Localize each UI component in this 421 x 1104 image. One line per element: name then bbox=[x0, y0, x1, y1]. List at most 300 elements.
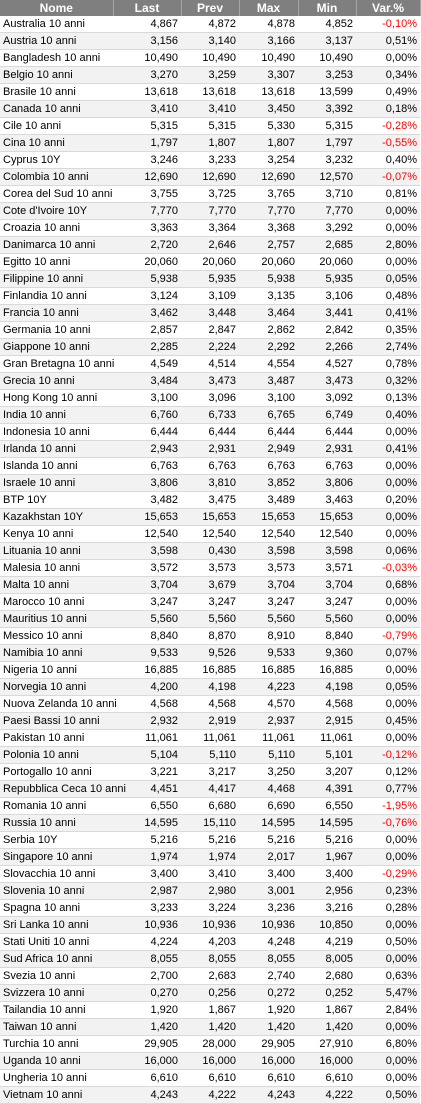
cell-name: Romania 10 anni bbox=[0, 798, 113, 815]
cell-min: 10,850 bbox=[298, 917, 356, 934]
cell-min: 3,247 bbox=[298, 594, 356, 611]
cell-prev: 0,256 bbox=[181, 985, 239, 1002]
cell-name: Danimarca 10 anni bbox=[0, 237, 113, 254]
table-row[interactable] bbox=[0, 322, 420, 339]
cell-max: 3,166 bbox=[239, 33, 298, 50]
cell-prev: 3,224 bbox=[181, 900, 239, 917]
cell-name: Kenya 10 anni bbox=[0, 526, 113, 543]
cell-last: 6,550 bbox=[113, 798, 181, 815]
table-row[interactable] bbox=[0, 237, 420, 254]
cell-name: Nuova Zelanda 10 anni bbox=[0, 696, 113, 713]
cell-var: 0,18% bbox=[356, 101, 420, 118]
table-row[interactable] bbox=[0, 832, 420, 849]
cell-max: 2,292 bbox=[239, 339, 298, 356]
cell-last: 16,000 bbox=[113, 1053, 181, 1070]
cell-last: 3,806 bbox=[113, 475, 181, 492]
cell-max: 8,055 bbox=[239, 951, 298, 968]
cell-prev: 3,448 bbox=[181, 305, 239, 322]
cell-prev: 3,096 bbox=[181, 390, 239, 407]
table-row[interactable] bbox=[0, 509, 420, 526]
cell-last: 2,987 bbox=[113, 883, 181, 900]
table-row[interactable] bbox=[0, 628, 420, 645]
cell-max: 4,468 bbox=[239, 781, 298, 798]
cell-last: 2,720 bbox=[113, 237, 181, 254]
cell-max: 11,061 bbox=[239, 730, 298, 747]
cell-last: 3,124 bbox=[113, 288, 181, 305]
cell-var: 0,00% bbox=[356, 662, 420, 679]
cell-var: 0,00% bbox=[356, 696, 420, 713]
table-row[interactable] bbox=[0, 152, 420, 169]
cell-last: 3,233 bbox=[113, 900, 181, 917]
table-row[interactable] bbox=[0, 781, 420, 798]
table-row[interactable] bbox=[0, 679, 420, 696]
cell-name: Bangladesh 10 anni bbox=[0, 50, 113, 67]
cell-prev: 6,733 bbox=[181, 407, 239, 424]
table-row[interactable] bbox=[0, 458, 420, 475]
cell-name: Cote d'Ivoire 10Y bbox=[0, 203, 113, 220]
cell-prev: 3,679 bbox=[181, 577, 239, 594]
cell-min: 3,400 bbox=[298, 866, 356, 883]
cell-last: 4,568 bbox=[113, 696, 181, 713]
cell-max: 4,570 bbox=[239, 696, 298, 713]
cell-var: 0,00% bbox=[356, 509, 420, 526]
cell-var: -0,07% bbox=[356, 169, 420, 186]
table-row[interactable] bbox=[0, 985, 420, 1002]
cell-last: 2,857 bbox=[113, 322, 181, 339]
cell-min: 0,252 bbox=[298, 985, 356, 1002]
cell-max: 2,757 bbox=[239, 237, 298, 254]
cell-var: 0,32% bbox=[356, 373, 420, 390]
cell-min: 4,219 bbox=[298, 934, 356, 951]
cell-min: 3,137 bbox=[298, 33, 356, 50]
cell-last: 10,490 bbox=[113, 50, 181, 67]
table-row[interactable] bbox=[0, 288, 420, 305]
table-row[interactable] bbox=[0, 798, 420, 815]
cell-prev: 4,198 bbox=[181, 679, 239, 696]
cell-max: 5,330 bbox=[239, 118, 298, 135]
cell-var: 0,12% bbox=[356, 764, 420, 781]
cell-max: 3,489 bbox=[239, 492, 298, 509]
cell-min: 3,704 bbox=[298, 577, 356, 594]
table-row[interactable] bbox=[0, 1036, 420, 1053]
cell-var: -0,12% bbox=[356, 747, 420, 764]
table-row[interactable] bbox=[0, 118, 420, 135]
cell-var: 0,00% bbox=[356, 832, 420, 849]
table-row[interactable] bbox=[0, 101, 420, 118]
cell-var: -0,79% bbox=[356, 628, 420, 645]
cell-var: 0,00% bbox=[356, 458, 420, 475]
table-row[interactable] bbox=[0, 577, 420, 594]
cell-min: 6,444 bbox=[298, 424, 356, 441]
cell-prev: 3,364 bbox=[181, 220, 239, 237]
table-row[interactable] bbox=[0, 543, 420, 560]
cell-var: 0,23% bbox=[356, 883, 420, 900]
cell-var: 0,00% bbox=[356, 611, 420, 628]
cell-prev: 3,247 bbox=[181, 594, 239, 611]
cell-name: Malesia 10 anni bbox=[0, 560, 113, 577]
cell-max: 16,885 bbox=[239, 662, 298, 679]
cell-last: 4,867 bbox=[113, 16, 181, 33]
cell-prev: 3,233 bbox=[181, 152, 239, 169]
cell-prev: 4,203 bbox=[181, 934, 239, 951]
table-row[interactable] bbox=[0, 220, 420, 237]
cell-prev: 4,222 bbox=[181, 1087, 239, 1104]
table-row[interactable] bbox=[0, 169, 420, 186]
cell-min: 2,956 bbox=[298, 883, 356, 900]
cell-var: -0,28% bbox=[356, 118, 420, 135]
table-row[interactable] bbox=[0, 1087, 420, 1104]
cell-max: 6,763 bbox=[239, 458, 298, 475]
cell-prev: 16,885 bbox=[181, 662, 239, 679]
column-header-last[interactable]: Last bbox=[113, 0, 181, 16]
cell-var: -0,10% bbox=[356, 16, 420, 33]
cell-var: 0,00% bbox=[356, 220, 420, 237]
cell-min: 12,570 bbox=[298, 169, 356, 186]
cell-max: 3,100 bbox=[239, 390, 298, 407]
cell-min: 2,915 bbox=[298, 713, 356, 730]
cell-prev: 2,980 bbox=[181, 883, 239, 900]
cell-min: 6,749 bbox=[298, 407, 356, 424]
column-header-max[interactable]: Max bbox=[239, 0, 298, 16]
table-row[interactable] bbox=[0, 390, 420, 407]
cell-last: 3,410 bbox=[113, 101, 181, 118]
cell-max: 6,444 bbox=[239, 424, 298, 441]
table-row[interactable] bbox=[0, 1070, 420, 1087]
cell-last: 1,797 bbox=[113, 135, 181, 152]
cell-name: Austria 10 anni bbox=[0, 33, 113, 50]
cell-var: 0,00% bbox=[356, 203, 420, 220]
cell-name: Portogallo 10 anni bbox=[0, 764, 113, 781]
cell-max: 20,060 bbox=[239, 254, 298, 271]
cell-last: 4,451 bbox=[113, 781, 181, 798]
cell-prev: 1,807 bbox=[181, 135, 239, 152]
cell-min: 8,840 bbox=[298, 628, 356, 645]
table-row[interactable] bbox=[0, 67, 420, 84]
cell-last: 9,533 bbox=[113, 645, 181, 662]
cell-last: 3,270 bbox=[113, 67, 181, 84]
cell-max: 6,765 bbox=[239, 407, 298, 424]
cell-min: 5,101 bbox=[298, 747, 356, 764]
table-row[interactable] bbox=[0, 594, 420, 611]
cell-prev: 2,646 bbox=[181, 237, 239, 254]
cell-max: 3,487 bbox=[239, 373, 298, 390]
cell-var: -0,76% bbox=[356, 815, 420, 832]
cell-max: 5,110 bbox=[239, 747, 298, 764]
table-row[interactable] bbox=[0, 271, 420, 288]
table-row[interactable] bbox=[0, 917, 420, 934]
cell-last: 6,610 bbox=[113, 1070, 181, 1087]
table-row[interactable] bbox=[0, 713, 420, 730]
cell-min: 2,685 bbox=[298, 237, 356, 254]
cell-var: 0,48% bbox=[356, 288, 420, 305]
cell-name: Sud Africa 10 anni bbox=[0, 951, 113, 968]
cell-name: Singapore 10 anni bbox=[0, 849, 113, 866]
cell-last: 3,572 bbox=[113, 560, 181, 577]
table-row[interactable] bbox=[0, 883, 420, 900]
cell-last: 3,246 bbox=[113, 152, 181, 169]
cell-max: 5,560 bbox=[239, 611, 298, 628]
cell-last: 12,690 bbox=[113, 169, 181, 186]
table-row[interactable] bbox=[0, 33, 420, 50]
cell-min: 9,360 bbox=[298, 645, 356, 662]
cell-var: 0,07% bbox=[356, 645, 420, 662]
table-row[interactable] bbox=[0, 424, 420, 441]
column-header-nome[interactable]: Nome bbox=[0, 0, 113, 16]
table-row[interactable] bbox=[0, 1053, 420, 1070]
cell-prev: 4,568 bbox=[181, 696, 239, 713]
cell-var: 0,20% bbox=[356, 492, 420, 509]
cell-min: 16,000 bbox=[298, 1053, 356, 1070]
cell-prev: 1,420 bbox=[181, 1019, 239, 1036]
cell-name: Filippine 10 anni bbox=[0, 271, 113, 288]
table-row[interactable] bbox=[0, 849, 420, 866]
cell-min: 3,598 bbox=[298, 543, 356, 560]
cell-last: 3,484 bbox=[113, 373, 181, 390]
cell-last: 11,061 bbox=[113, 730, 181, 747]
cell-name: Croazia 10 anni bbox=[0, 220, 113, 237]
table-row[interactable] bbox=[0, 16, 420, 33]
cell-name: Gran Bretagna 10 anni bbox=[0, 356, 113, 373]
table-row[interactable] bbox=[0, 50, 420, 67]
cell-var: 2,80% bbox=[356, 237, 420, 254]
cell-min: 3,253 bbox=[298, 67, 356, 84]
cell-name: Messico 10 anni bbox=[0, 628, 113, 645]
cell-max: 3,573 bbox=[239, 560, 298, 577]
cell-name: Kazakhstan 10Y bbox=[0, 509, 113, 526]
cell-min: 1,967 bbox=[298, 849, 356, 866]
cell-var: -1,95% bbox=[356, 798, 420, 815]
cell-min: 11,061 bbox=[298, 730, 356, 747]
table-row[interactable] bbox=[0, 560, 420, 577]
cell-min: 3,216 bbox=[298, 900, 356, 917]
cell-name: Giappone 10 anni bbox=[0, 339, 113, 356]
table-row[interactable] bbox=[0, 305, 420, 322]
cell-name: Belgio 10 anni bbox=[0, 67, 113, 84]
table-row[interactable] bbox=[0, 475, 420, 492]
cell-prev: 3,473 bbox=[181, 373, 239, 390]
cell-var: 0,40% bbox=[356, 407, 420, 424]
cell-max: 2,862 bbox=[239, 322, 298, 339]
cell-prev: 3,410 bbox=[181, 866, 239, 883]
cell-last: 3,598 bbox=[113, 543, 181, 560]
cell-name: Brasile 10 anni bbox=[0, 84, 113, 101]
cell-var: 0,63% bbox=[356, 968, 420, 985]
cell-min: 8,005 bbox=[298, 951, 356, 968]
cell-max: 9,533 bbox=[239, 645, 298, 662]
table-row[interactable] bbox=[0, 730, 420, 747]
cell-max: 6,690 bbox=[239, 798, 298, 815]
cell-prev: 13,618 bbox=[181, 84, 239, 101]
cell-var: 0,81% bbox=[356, 186, 420, 203]
cell-max: 10,490 bbox=[239, 50, 298, 67]
cell-max: 2,949 bbox=[239, 441, 298, 458]
cell-min: 3,710 bbox=[298, 186, 356, 203]
cell-name: Mauritius 10 anni bbox=[0, 611, 113, 628]
cell-prev: 2,919 bbox=[181, 713, 239, 730]
cell-name: Slovenia 10 anni bbox=[0, 883, 113, 900]
cell-var: 0,78% bbox=[356, 356, 420, 373]
cell-var: 0,06% bbox=[356, 543, 420, 560]
cell-min: 5,216 bbox=[298, 832, 356, 849]
cell-var: 0,34% bbox=[356, 67, 420, 84]
cell-last: 6,763 bbox=[113, 458, 181, 475]
cell-name: Grecia 10 anni bbox=[0, 373, 113, 390]
cell-var: 0,05% bbox=[356, 679, 420, 696]
cell-prev: 3,573 bbox=[181, 560, 239, 577]
cell-name: Vietnam 10 anni bbox=[0, 1087, 113, 1104]
cell-min: 3,207 bbox=[298, 764, 356, 781]
table-row[interactable] bbox=[0, 815, 420, 832]
cell-max: 3,598 bbox=[239, 543, 298, 560]
column-header-prev[interactable]: Prev bbox=[181, 0, 239, 16]
cell-last: 4,200 bbox=[113, 679, 181, 696]
cell-last: 6,760 bbox=[113, 407, 181, 424]
cell-max: 4,554 bbox=[239, 356, 298, 373]
cell-min: 14,595 bbox=[298, 815, 356, 832]
cell-name: Israele 10 anni bbox=[0, 475, 113, 492]
cell-min: 4,527 bbox=[298, 356, 356, 373]
cell-max: 1,807 bbox=[239, 135, 298, 152]
table-row[interactable] bbox=[0, 84, 420, 101]
table-row[interactable] bbox=[0, 186, 420, 203]
cell-last: 2,285 bbox=[113, 339, 181, 356]
column-header-var[interactable]: Var.% bbox=[356, 0, 420, 16]
cell-name: Norvegia 10 anni bbox=[0, 679, 113, 696]
cell-var: 0,49% bbox=[356, 84, 420, 101]
cell-name: Cyprus 10Y bbox=[0, 152, 113, 169]
table-row[interactable] bbox=[0, 254, 420, 271]
cell-max: 3,001 bbox=[239, 883, 298, 900]
cell-var: 2,84% bbox=[356, 1002, 420, 1019]
cell-max: 4,248 bbox=[239, 934, 298, 951]
table-row[interactable] bbox=[0, 900, 420, 917]
table-row[interactable] bbox=[0, 407, 420, 424]
table-row[interactable] bbox=[0, 747, 420, 764]
cell-last: 3,462 bbox=[113, 305, 181, 322]
cell-name: Uganda 10 anni bbox=[0, 1053, 113, 1070]
cell-min: 4,198 bbox=[298, 679, 356, 696]
cell-prev: 6,610 bbox=[181, 1070, 239, 1087]
cell-max: 4,223 bbox=[239, 679, 298, 696]
cell-name: Cina 10 anni bbox=[0, 135, 113, 152]
cell-last: 5,938 bbox=[113, 271, 181, 288]
table-row[interactable] bbox=[0, 866, 420, 883]
table-row[interactable] bbox=[0, 441, 420, 458]
cell-min: 3,106 bbox=[298, 288, 356, 305]
cell-min: 5,560 bbox=[298, 611, 356, 628]
table-row[interactable] bbox=[0, 764, 420, 781]
table-row[interactable] bbox=[0, 951, 420, 968]
cell-last: 5,560 bbox=[113, 611, 181, 628]
cell-max: 29,905 bbox=[239, 1036, 298, 1053]
cell-var: 0,00% bbox=[356, 849, 420, 866]
table-row[interactable] bbox=[0, 373, 420, 390]
table-row[interactable] bbox=[0, 356, 420, 373]
cell-var: 0,00% bbox=[356, 50, 420, 67]
table-row[interactable] bbox=[0, 135, 420, 152]
cell-var: 0,00% bbox=[356, 526, 420, 543]
table-row[interactable] bbox=[0, 1002, 420, 1019]
cell-name: Turchia 10 anni bbox=[0, 1036, 113, 1053]
cell-name: Tailandia 10 anni bbox=[0, 1002, 113, 1019]
cell-last: 5,315 bbox=[113, 118, 181, 135]
table-row[interactable] bbox=[0, 662, 420, 679]
cell-last: 7,770 bbox=[113, 203, 181, 220]
cell-prev: 12,540 bbox=[181, 526, 239, 543]
table-row[interactable] bbox=[0, 968, 420, 985]
cell-name: Paesi Bassi 10 anni bbox=[0, 713, 113, 730]
cell-var: 0,51% bbox=[356, 33, 420, 50]
cell-min: 3,463 bbox=[298, 492, 356, 509]
cell-name: BTP 10Y bbox=[0, 492, 113, 509]
cell-prev: 3,475 bbox=[181, 492, 239, 509]
cell-var: 0,41% bbox=[356, 305, 420, 322]
cell-last: 4,224 bbox=[113, 934, 181, 951]
cell-last: 3,704 bbox=[113, 577, 181, 594]
cell-name: Islanda 10 anni bbox=[0, 458, 113, 475]
cell-name: Corea del Sud 10 anni bbox=[0, 186, 113, 203]
cell-var: 0,00% bbox=[356, 1019, 420, 1036]
table-row[interactable] bbox=[0, 339, 420, 356]
cell-var: 0,40% bbox=[356, 152, 420, 169]
cell-last: 15,653 bbox=[113, 509, 181, 526]
cell-max: 14,595 bbox=[239, 815, 298, 832]
cell-prev: 1,974 bbox=[181, 849, 239, 866]
cell-var: 0,00% bbox=[356, 1053, 420, 1070]
cell-prev: 4,417 bbox=[181, 781, 239, 798]
cell-min: 3,571 bbox=[298, 560, 356, 577]
cell-prev: 8,870 bbox=[181, 628, 239, 645]
cell-last: 6,444 bbox=[113, 424, 181, 441]
cell-last: 2,700 bbox=[113, 968, 181, 985]
cell-var: 0,41% bbox=[356, 441, 420, 458]
cell-last: 29,905 bbox=[113, 1036, 181, 1053]
cell-min: 12,540 bbox=[298, 526, 356, 543]
cell-last: 10,936 bbox=[113, 917, 181, 934]
table-row[interactable] bbox=[0, 1019, 420, 1036]
cell-var: 0,00% bbox=[356, 917, 420, 934]
table-row[interactable] bbox=[0, 934, 420, 951]
cell-last: 3,156 bbox=[113, 33, 181, 50]
table-row[interactable] bbox=[0, 696, 420, 713]
cell-prev: 28,000 bbox=[181, 1036, 239, 1053]
cell-name: Lituania 10 anni bbox=[0, 543, 113, 560]
cell-last: 8,055 bbox=[113, 951, 181, 968]
table-row[interactable] bbox=[0, 611, 420, 628]
cell-prev: 11,061 bbox=[181, 730, 239, 747]
table-row[interactable] bbox=[0, 203, 420, 220]
cell-max: 2,740 bbox=[239, 968, 298, 985]
cell-last: 1,420 bbox=[113, 1019, 181, 1036]
cell-max: 5,216 bbox=[239, 832, 298, 849]
cell-min: 4,568 bbox=[298, 696, 356, 713]
column-header-min[interactable]: Min bbox=[298, 0, 356, 16]
cell-max: 16,000 bbox=[239, 1053, 298, 1070]
cell-prev: 3,259 bbox=[181, 67, 239, 84]
cell-last: 5,104 bbox=[113, 747, 181, 764]
table-row[interactable] bbox=[0, 492, 420, 509]
cell-max: 7,770 bbox=[239, 203, 298, 220]
cell-last: 14,595 bbox=[113, 815, 181, 832]
cell-name: Slovacchia 10 anni bbox=[0, 866, 113, 883]
cell-last: 1,920 bbox=[113, 1002, 181, 1019]
cell-var: 0,50% bbox=[356, 934, 420, 951]
cell-min: 20,060 bbox=[298, 254, 356, 271]
table-row[interactable] bbox=[0, 645, 420, 662]
cell-name: Indonesia 10 anni bbox=[0, 424, 113, 441]
cell-name: Sri Lanka 10 anni bbox=[0, 917, 113, 934]
table-row[interactable] bbox=[0, 526, 420, 543]
